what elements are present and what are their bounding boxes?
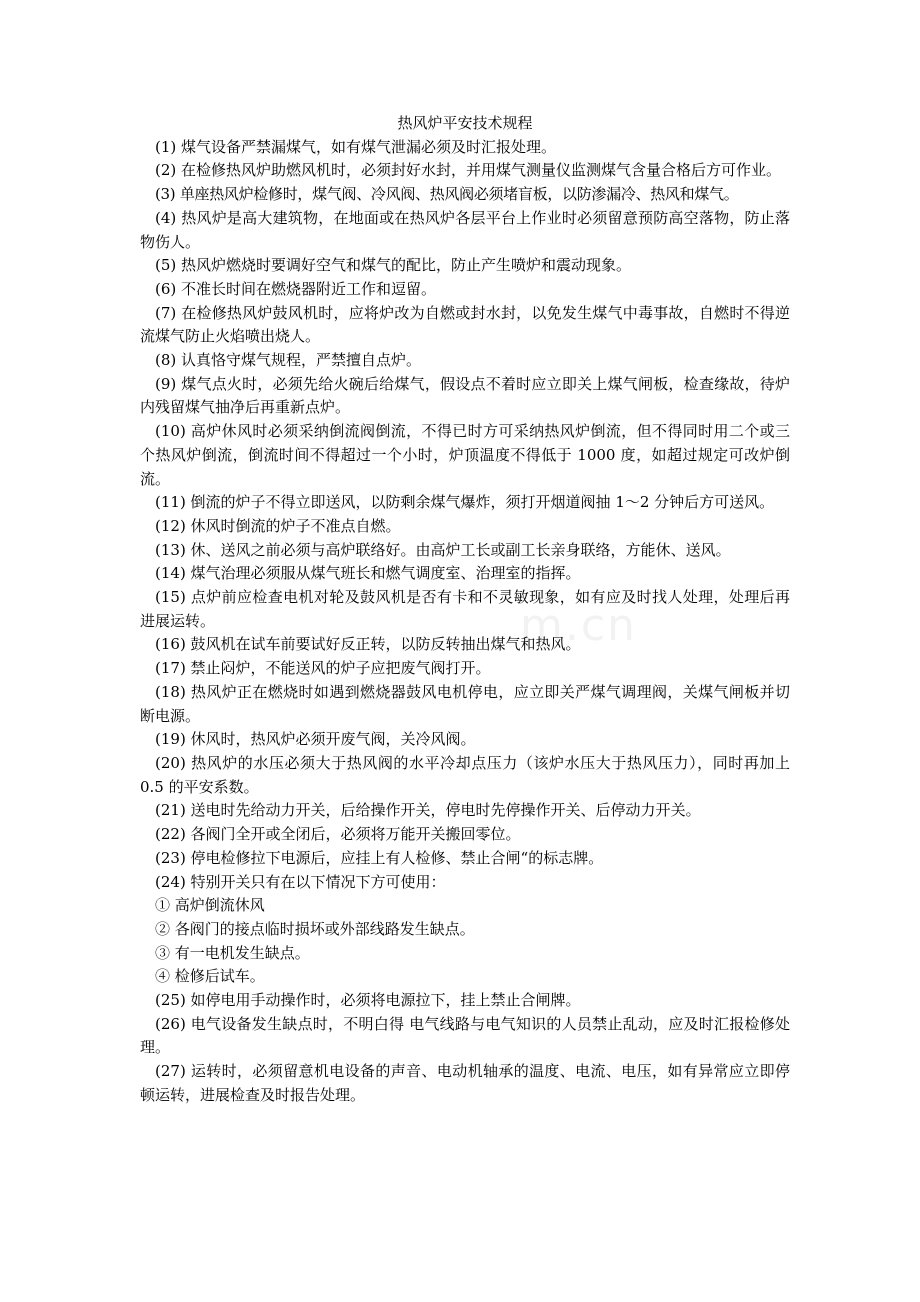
document-title: 热风炉平安技术规程 [397,114,533,132]
paragraph: (19) 休风时，热风炉必须开废气阀，关冷风阀。 [155,730,476,749]
paragraph: (15) 点炉前应检查电机对轮及鼓风机是否有卡和不灵敏现象，如有应及时找人处理，处理后再进展运转。 [140,588,790,630]
paragraph: (26) 电气设备发生缺点时，不明白得 电气线路与电气知识的人员禁止乱动，应及时汇报检修处理。 [140,1014,790,1057]
paragraph: ③ 有一电机发生缺点。 [155,943,310,962]
paragraph: (21) 送电时先给动力开关，后给操作开关，停电时先停操作开关、后停动力开关。 [155,801,701,820]
paragraph: ② 各阀门的接点临时损坏或外部线路发生缺点。 [155,919,475,938]
paragraph: (14) 煤气治理必须服从煤气班长和燃气调度室、治理室的指挥。 [155,564,581,583]
paragraph: (25) 如停电用手动操作时，必须将电源拉下，挂上禁止合闸牌。 [155,991,581,1010]
paragraph: (12) 休风时倒流的炉子不准点自燃。 [155,516,401,535]
paragraph: (6) 不准长时间在燃烧器附近工作和逗留。 [155,279,437,298]
paragraph: (8) 认真恪守煤气规程，严禁擅自点炉。 [155,351,422,370]
document-body [140,112,790,1108]
paragraph: ④ 检修后试车。 [155,967,265,986]
paragraph: ① 高炉倒流休风 [155,896,265,915]
paragraph: (9) 煤气点火时，必须先给火碗后给煤气，假设点不着时应立即关上煤气闸板，检查缘故，待炉内残留煤气抽净后再重新点炉。 [140,374,790,417]
watermark: m.cn [520,600,637,651]
paragraph: (2) 在检修热风炉助燃风机时，必须封好水封，并用煤气测量仪监测煤气含量合格后方可作业。 [155,161,782,180]
paragraph: (23) 停电检修拉下电源后，应挂上有人检修、禁止合闸“的标志牌。 [155,848,604,867]
paragraph: (17) 禁止闷炉，不能送风的炉子应把废气阀打开。 [155,659,491,678]
paragraph: (11) 倒流的炉子不得立即送风，以防剩余煤气爆炸，须打开烟道阀抽 1～2 分钟后方可送风。 [155,493,775,512]
paragraph: (16) 鼓风机在试车前要试好反正转，以防反转抽出煤气和热风。 [155,635,581,654]
paragraph: (22) 各阀门全开或全闭后，必须将万能开关搬回零位。 [155,825,521,844]
paragraph: (10) 高炉休风时必须采纳倒流阀倒流，不得已时方可采纳热风炉倒流，但不得同时用二个或三个热风炉倒流，倒流时间不得超过一个小时，炉顶温度不得低于 1000 度，如超过规定可改炉倒流。 [140,422,790,488]
paragraph: (13) 休、送风之前必须与高炉联络好。由高炉工长或副工长亲身联络，方能休、送风。 [155,540,731,559]
paragraph: (1) 煤气设备严禁漏煤气，如有煤气泄漏必须及时汇报处理。 [155,137,557,156]
paragraph: (5) 热风炉燃烧时要调好空气和煤气的配比，防止产生喷炉和震动现象。 [155,256,632,275]
paragraph: (20) 热风炉的水压必须大于热风阀的水平冷却点压力（该炉水压大于热风压力），同时再加上 0.5 的平安系数。 [140,753,790,796]
paragraph: (18) 热风炉正在燃烧时如遇到燃烧器鼓风电机停电，应立即关严煤气调理阀，关煤气闸板并切断电源。 [140,682,790,725]
paragraph: (4) 热风炉是高大建筑物，在地面或在热风炉各层平台上作业时必须留意预防高空落物，防止落物伤人。 [140,208,790,251]
paragraph: (27) 运转时，必须留意机电设备的声音、电动机轴承的温度、电流、电压，如有异常应立即停顿运转，进展检查及时报告处理。 [140,1062,790,1104]
paragraph: (7) 在检修热风炉鼓风机时，应将炉改为自燃或封水封，以免发生煤气中毒事故，自燃时不得逆流煤气防止火焰喷出烧人。 [140,303,790,346]
paragraph-list [140,136,790,1108]
paragraph: (24) 特别开关只有在以下情况下方可使用： [155,872,446,891]
paragraph: (3) 单座热风炉检修时，煤气阀、冷风阀、热风阀必须堵盲板，以防渗漏冷、热风和煤气。 [155,185,739,204]
